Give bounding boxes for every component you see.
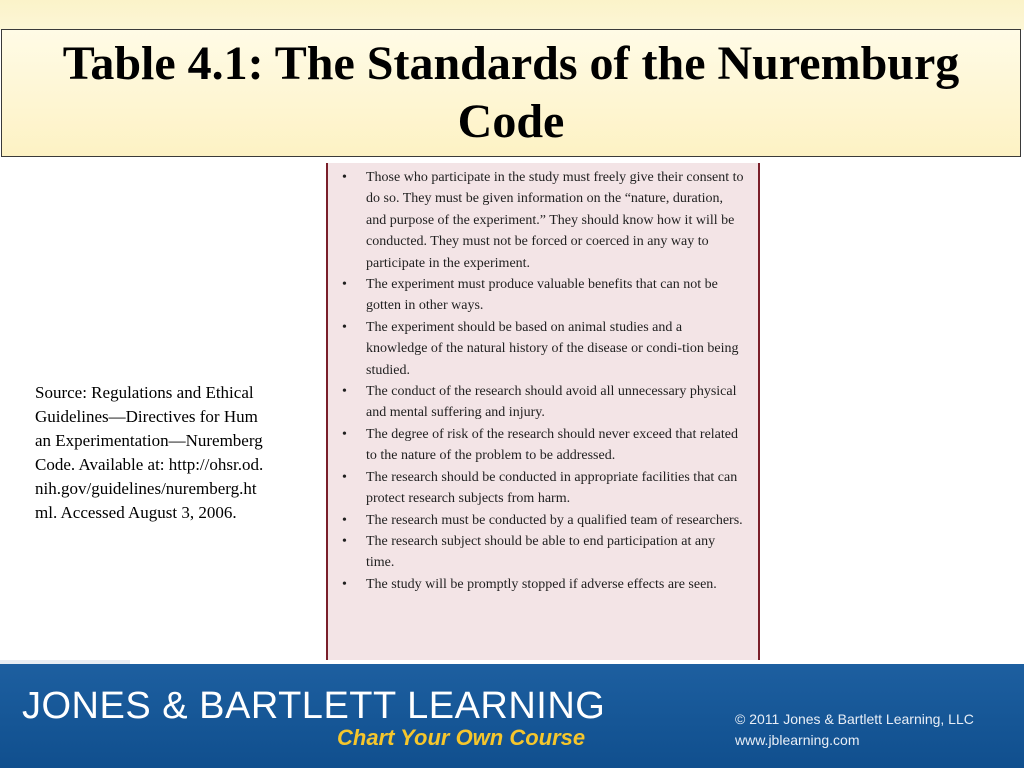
- list-item: [342, 381, 746, 424]
- copyright-notice: © 2011 Jones & Bartlett Learning, LLC: [735, 711, 974, 727]
- list-item-text: The research subject should be able to end participation at any time.: [366, 533, 716, 571]
- list-item-text: The research should be conducted in appropriate facilities that can protect research subjects from harm.: [366, 469, 738, 507]
- bullet-icon: •: [342, 426, 347, 442]
- publisher-logo: JONES & BARTLETT LEARNING: [22, 685, 606, 727]
- slide-title: Table 4.1: The Standards of the Nuremburg Code: [62, 37, 960, 148]
- list-item-text: The experiment must produce valuable benefits that can not be gotten in other ways.: [366, 277, 718, 314]
- list-item: [342, 467, 746, 510]
- list-item: [342, 531, 746, 574]
- publisher-url: www.jblearning.com: [735, 732, 860, 748]
- list-item-text: The study will be promptly stopped if adverse effects are seen.: [366, 576, 717, 592]
- bullet-icon: •: [342, 576, 347, 592]
- nuremberg-code-table: [326, 163, 760, 660]
- top-strip: [0, 0, 1024, 30]
- bullet-icon: •: [342, 512, 347, 528]
- list-item: [342, 574, 746, 595]
- list-item: [342, 510, 746, 531]
- publisher-footer: [0, 664, 1024, 768]
- title-box: [1, 29, 1021, 157]
- list-item: [342, 317, 746, 381]
- standards-list: [328, 163, 758, 595]
- bullet-icon: •: [342, 384, 347, 400]
- list-item-text: The research must be conducted by a qualified team of researchers.: [366, 512, 743, 528]
- list-item-text: The degree of risk of the research should never exceed that related to the nature of the problem to be addressed.: [366, 426, 738, 464]
- list-item-text: The conduct of the research should avoid all unnecessary physical and mental suffering and injury.: [366, 384, 737, 421]
- list-item-text: Those who participate in the study must freely give their consent to do so. They must be given information on the “nature, duration, and purpose of the experiment.” They should know how it will be conducted. They must not be forced or coerced in any way to participate in the experiment.: [366, 170, 744, 271]
- bullet-icon: •: [342, 319, 347, 335]
- bullet-icon: •: [342, 277, 347, 293]
- bullet-icon: •: [342, 170, 347, 185]
- list-item: [342, 424, 746, 467]
- list-item-text: The experiment should be based on animal studies and a knowledge of the natural history of the disease or condi-tion being studied.: [366, 319, 739, 378]
- publisher-tagline: Chart Your Own Course: [337, 725, 586, 750]
- bullet-icon: •: [342, 469, 347, 485]
- source-citation: Source: Regulations and Ethical Guidelines—Directives for Human Experimentation—Nuremberg Code. Available at: http://ohsr.od.nih.gov/guidelines/nuremberg.html. Accessed August 3, 2006.: [35, 383, 264, 522]
- bullet-icon: •: [342, 533, 347, 549]
- list-item: [342, 167, 746, 274]
- list-item: [342, 274, 746, 317]
